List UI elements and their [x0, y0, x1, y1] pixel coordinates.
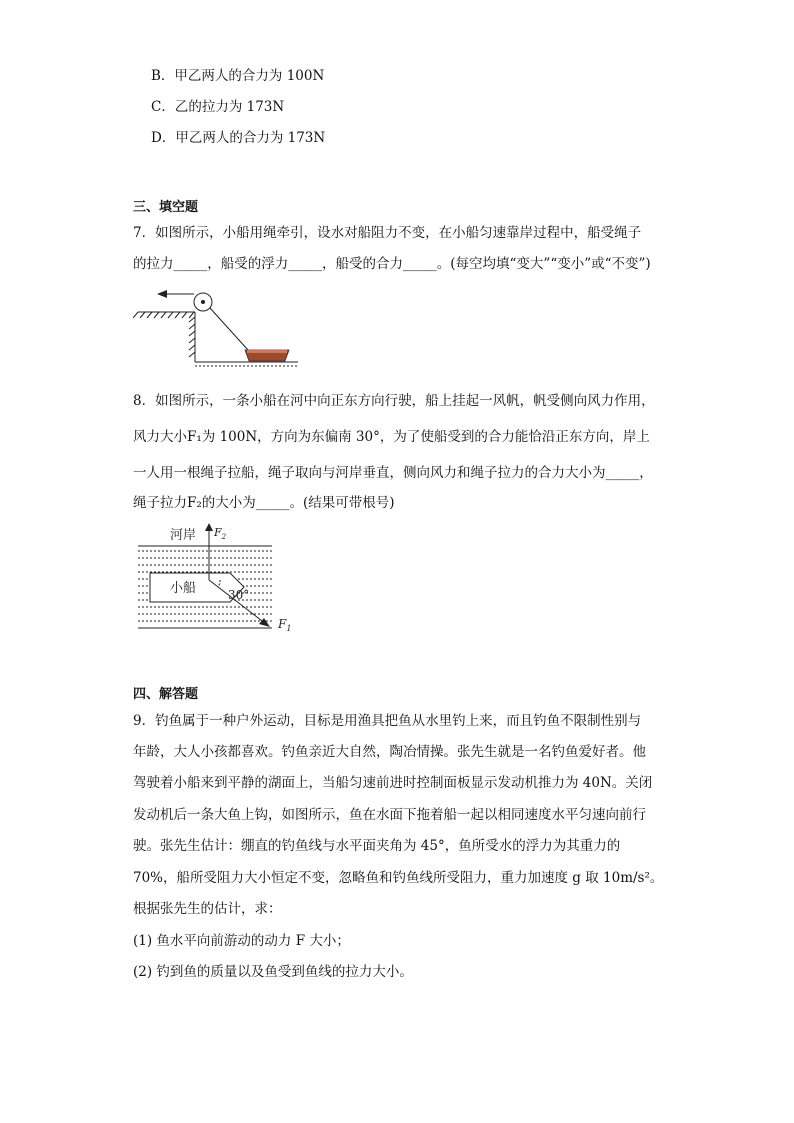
option-d: D．甲乙两人的合力为 173N: [151, 130, 326, 146]
question-8-line-3: 一人用一根绳子拉船，绳子取向与河岸垂直，侧向风力和绳子拉力的合力大小为_____，: [133, 465, 653, 481]
f2-label: $F_2$: [214, 526, 227, 541]
boat-label: 小船: [170, 581, 197, 596]
question-9-line-3: 驾驶着小船来到平静的湖面上，当船匀速前进时控制面板显示发动机推力为 40N。关闭: [133, 775, 653, 791]
question-9-line-5: 驶。张先生估计：绷直的钓鱼线与水平面夹角为 45°，鱼所受水的浮力为其重力的: [133, 838, 621, 854]
question-9-line-1: 9．钓鱼属于一种户外运动，目标是用渔具把鱼从水里钓上来，而且钓鱼不限制性别与: [133, 713, 642, 729]
question-8-line-2: 风力大小F₁为 100N，方向为东偏南 30°，为了使船受到的合力能恰沿正东方向，岸上: [133, 429, 650, 445]
question-9-line-7: 根据张先生的估计，求：: [133, 901, 282, 917]
question-9-sub-1: (1) 鱼水平向前游动的动力 F 大小；: [133, 933, 350, 949]
question-7-line-1: 7．如图所示，小船用绳牵引，设水对船阻力不变，在小船匀速靠岸过程中，船受绳子: [133, 225, 642, 241]
section-heading-fill-blank: 三、填空题: [133, 200, 199, 215]
question-8-line-4: 绳子拉力F₂的大小为_____。(结果可带根号): [133, 495, 395, 511]
option-b: B．甲乙两人的合力为 100N: [151, 68, 325, 84]
question-8-line-1: 8．如图所示，一条小船在河中向正东方向行驶，船上挂起一风帆，帆受侧向风力作用，: [133, 393, 655, 409]
question-9-line-2: 年龄，大人小孩都喜欢。钓鱼亲近大自然，陶冶情操。张先生就是一名钓鱼爱好者。他: [133, 744, 646, 760]
angle-label: 30°: [228, 588, 250, 602]
option-c: C．乙的拉力为 173N: [151, 99, 285, 115]
question-9-sub-2: (2) 钓到鱼的质量以及鱼受到鱼线的拉力大小。: [133, 964, 413, 980]
f1-label: $F_1$: [278, 617, 292, 633]
section-heading-solve: 四、解答题: [133, 687, 199, 702]
bank-label: 河岸: [170, 528, 197, 543]
question-7-figure: [133, 282, 303, 374]
question-9-line-6: 70%，船所受阻力大小恒定不变，忽略鱼和钓鱼线所受阻力，重力加速度 g 取 10m/s²。: [133, 870, 664, 886]
question-8-figure: [136, 520, 300, 638]
question-9-line-4: 发动机后一条大鱼上钩，如图所示，鱼在水面下拖着船一起以相同速度水平匀速向前行: [133, 807, 646, 823]
question-7-line-2: 的拉力_____，船受的浮力_____，船受的合力_____。(每空均填“变大”“变小”或“不变”): [133, 256, 651, 272]
